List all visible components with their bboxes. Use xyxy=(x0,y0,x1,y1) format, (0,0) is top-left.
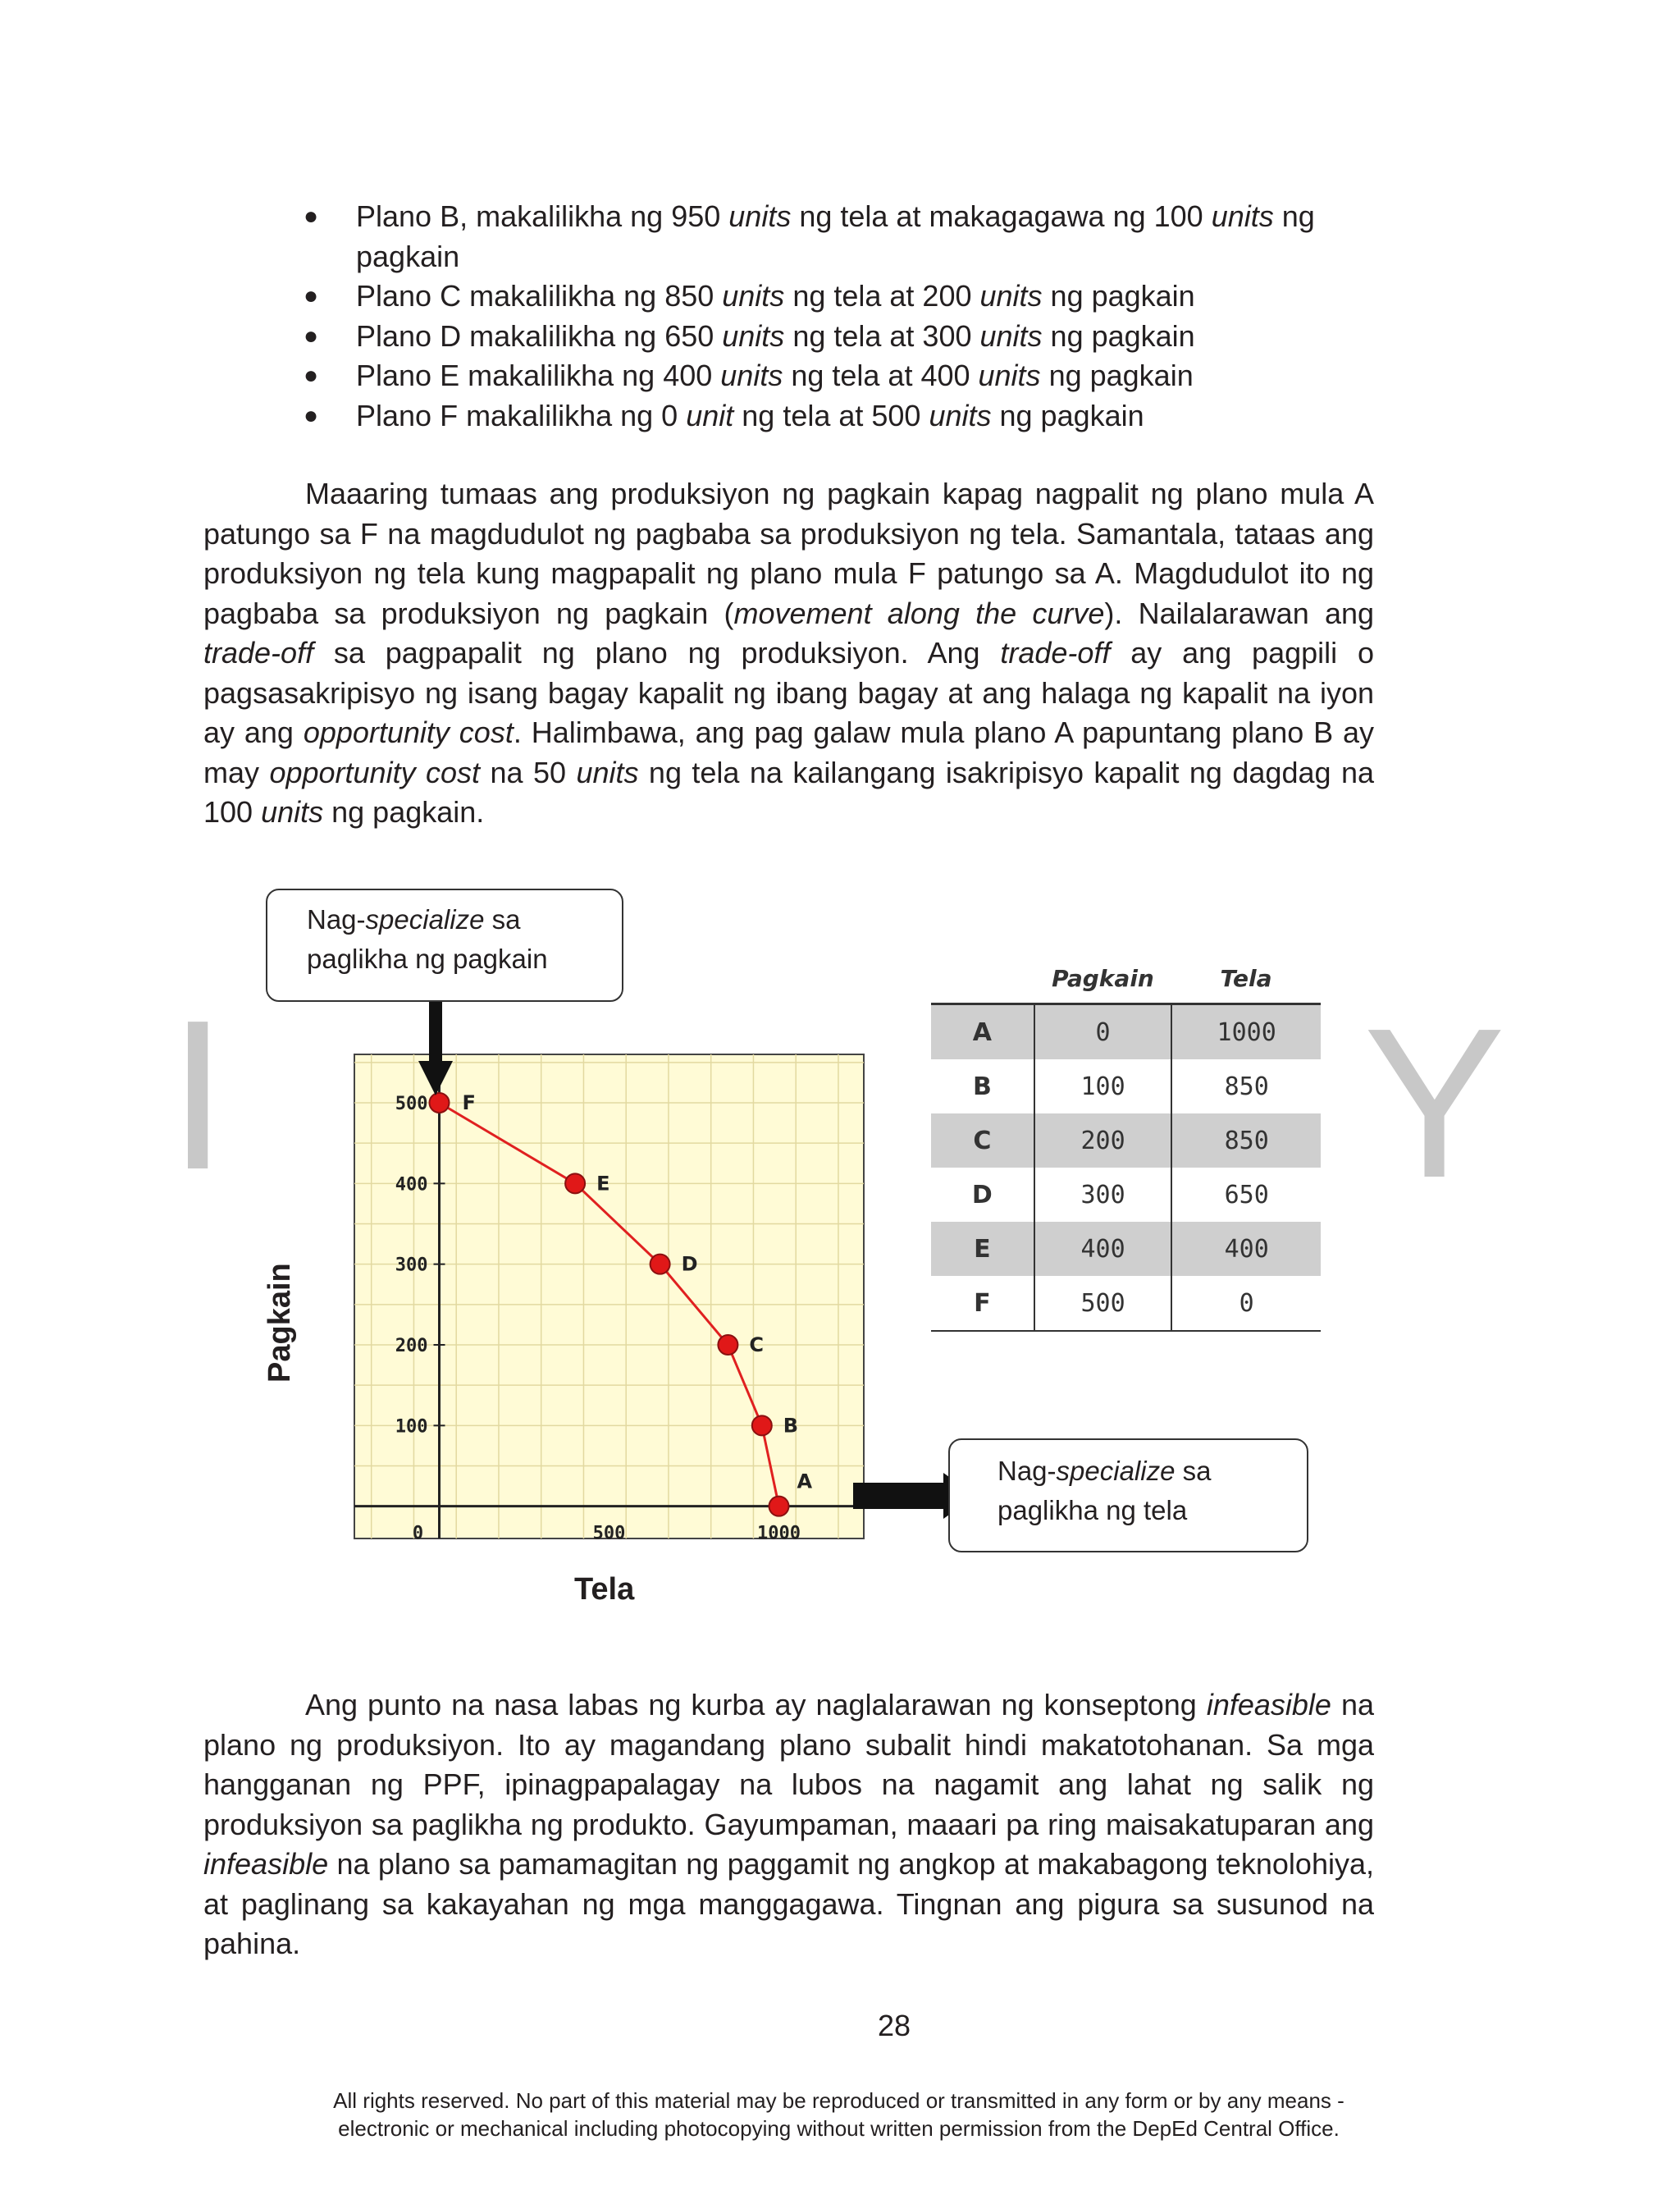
y-tick-label: 200 xyxy=(395,1336,428,1356)
paragraph-trade-off: Maaaring tumaas ang produksiyon ng pagkain kapag nagpalit ng plano mula A patungo sa F na magdudulot ng pagbaba sa produksiyon ng tela. Samantala, tataas ang produksiyon ng tela kung magpapalit ng plano mula F patungo sa A. Magdudulot ito ng pagbaba sa produksiyon ng pagkain (movement along the curve). Nailalarawan ang trade-off sa pagpapalit ng plano ng produksiyon. Ang trade-off ay ang pagpili o pagsasakripisyo ng isang bagay kapalit ng ibang bagay at ang halaga ng kapalit na iyon ay ang opportunity cost. Halimbawa, ang pag galaw mula plano A papuntang plano B ay may opportunity cost na 50 units ng tela na kailangang isakripisyo kapalit ng dagdag na 100 units ng pagkain. xyxy=(203,477,1375,829)
x-axis-title: Tela xyxy=(574,1572,635,1607)
callout-specialize-food: Nag-specialize sa paglikha ng pagkain xyxy=(266,889,623,1002)
footer-copyright: All rights reserved. No part of this material may be reproduced or transmitted in any form or by any means - electronic or mechanical including photocopying without written permission from the DepEd Central Office. xyxy=(333,2088,1344,2141)
x-tick-label: 500 xyxy=(592,1523,626,1544)
bullet-item-c: ● Plano C makalilikha ng 850 units ng tela at 200 units ng pagkain xyxy=(304,277,1374,317)
bullet-item-d: ● Plano D makalilikha ng 650 units ng tela at 300 units ng pagkain xyxy=(304,317,1374,357)
point-label-e: E xyxy=(596,1172,610,1196)
point-e xyxy=(565,1173,585,1193)
point-b xyxy=(752,1415,772,1435)
bullet-dot-icon: ● xyxy=(304,322,319,350)
y-tick-label: 100 xyxy=(395,1416,428,1438)
callout-specialize-cloth: Nag-specialize sa paglikha ng tela xyxy=(948,1438,1308,1552)
bullet-item-b: ● Plano B, makalilikha ng 950 units ng tela at makagagawa ng 100 units ng pagkain xyxy=(304,197,1374,277)
x-tick-label: 0 xyxy=(412,1523,424,1544)
point-a xyxy=(769,1497,789,1516)
plan-bullet-list xyxy=(304,197,1374,436)
plan-table-body xyxy=(931,1003,1321,1332)
table-row: D 300 650 xyxy=(931,1168,1321,1222)
watermark-left: I xyxy=(168,976,228,1214)
x-tick-label: 1000 xyxy=(757,1523,801,1544)
bullet-dot-icon: ● xyxy=(304,401,319,429)
y-tick-label: 400 xyxy=(395,1174,428,1196)
paragraph-infeasible: Ang punto na nasa labas ng kurba ay naglalarawan ng konseptong infeasible na plano ng produksiyon. Ito ay magandang plano subalit hindi makatotohanan. Sa mga hangganan ng PPF, ipinagpapalagay na lubos na nagamit ang lahat ng salik ng produksiyon sa paglikha ng produkto. Gayumpaman, maaari pa ring maisakatuparan ang infeasible na plano sa pamamagitan ng paggamit ng angkop at makabagong teknolohiya, at paglinang sa kakayahan ng mga manggagawa. Tingnan ang pigura sa susunod na pahina. xyxy=(203,1688,1375,1960)
table-row: C 200 850 xyxy=(931,1113,1321,1168)
plan-table xyxy=(931,953,1321,1332)
point-d xyxy=(651,1255,670,1274)
point-label-a: A xyxy=(797,1470,813,1493)
table-row: E 400 400 xyxy=(931,1222,1321,1276)
table-row: F 500 0 xyxy=(931,1276,1321,1331)
bullet-dot-icon: ● xyxy=(304,362,319,389)
header-tela: Tela xyxy=(1220,964,1272,992)
bullet-dot-icon: ● xyxy=(304,203,319,230)
table-row: A 0 1000 xyxy=(931,1004,1321,1060)
table-row: B 100 850 xyxy=(931,1059,1321,1113)
ppf-chart xyxy=(262,989,919,1612)
point-label-d: D xyxy=(681,1252,698,1276)
point-label-f: F xyxy=(462,1091,476,1114)
header-pagkain: Pagkain xyxy=(1052,964,1154,992)
bullet-item-e: ● Plano E makalilikha ng 400 units ng tela at 400 units ng pagkain xyxy=(304,356,1374,396)
bullet-item-f: ● Plano F makalilikha ng 0 unit ng tela at 500 units ng pagkain xyxy=(304,396,1374,437)
point-f xyxy=(430,1093,450,1113)
y-tick-label: 300 xyxy=(395,1255,428,1276)
plan-table-header xyxy=(931,953,1321,1003)
point-label-c: C xyxy=(749,1333,765,1356)
bullet-dot-icon: ● xyxy=(304,282,319,309)
y-tick-label: 500 xyxy=(395,1094,428,1114)
point-label-b: B xyxy=(783,1414,799,1438)
page-number: 28 xyxy=(878,2009,911,2042)
y-axis-title: Pagkain xyxy=(262,1263,297,1383)
point-c xyxy=(718,1335,737,1355)
watermark-right: Y xyxy=(1363,985,1506,1223)
